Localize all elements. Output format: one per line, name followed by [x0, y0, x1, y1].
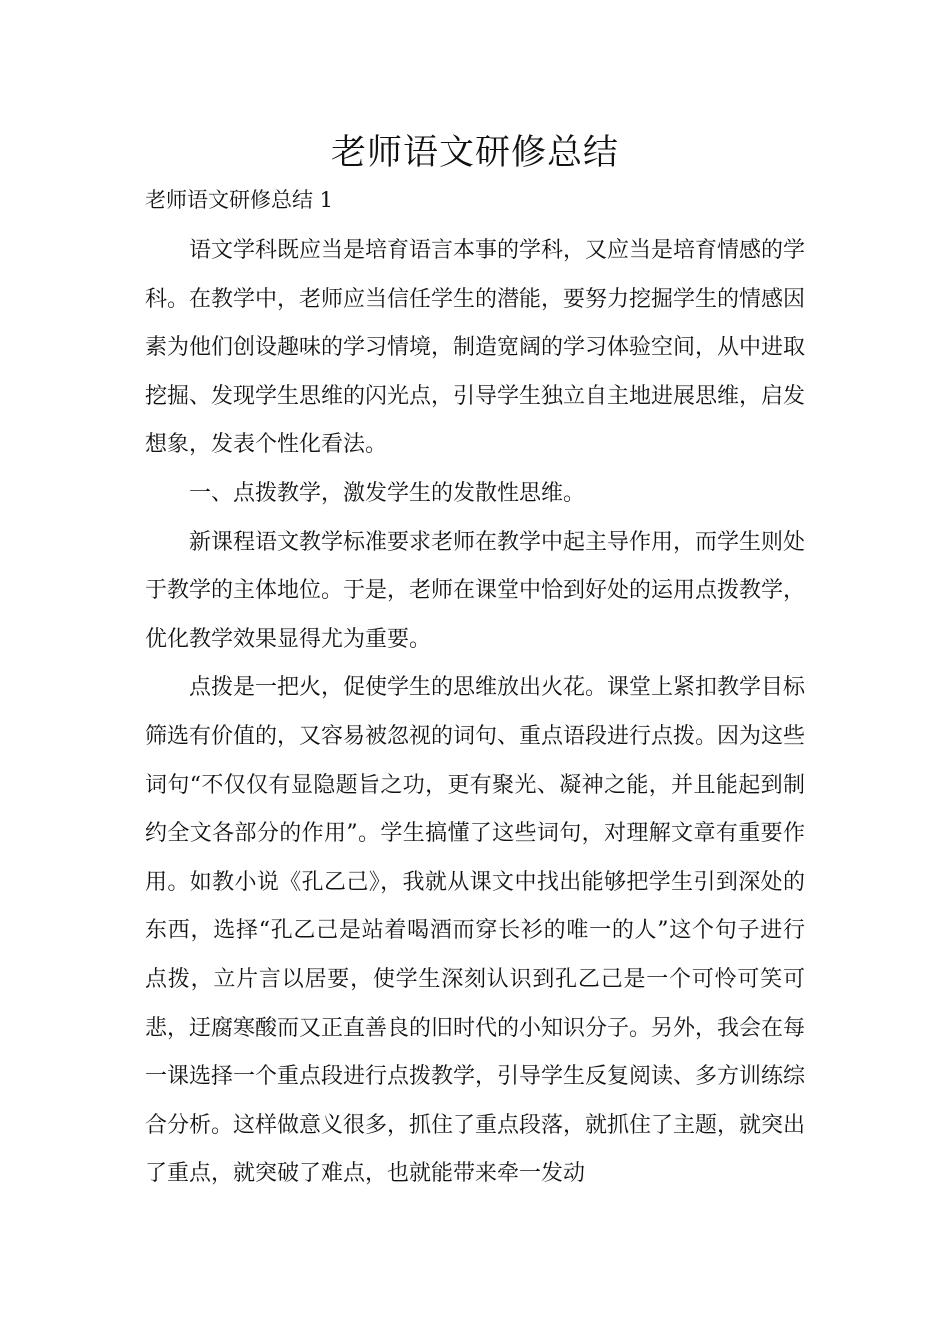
- body-paragraph-1: 语文学科既应当是培育语言本事的学科，又应当是培育情感的学科。在教学中，老师应当信任学生的潜能，要努力挖掘学生的情感因素为他们创设趣味的学习情境，制造宽阔的学习体验空间，从中进取挖掘、发现学生思维的闪光点，引导学生独立自主地进展思维，启发想象，发表个性化看法。: [145, 238, 806, 458]
- section-heading: 一、点拨教学，激发学生的发散性思维。: [189, 480, 586, 506]
- body-paragraph-3: 点拨是一把火，促使学生的思维放出火花。课堂上紧扣教学目标筛选有价值的，又容易被忽视的词句、重点语段进行点拨。因为这些词句“不仅仅有显隐题旨之功，更有聚光、凝神之能，并且能起到制约全文各部分的作用”。学生搞懂了这些词句，对理解文章有重要作用。如教小说《孔乙己》，我就从课文中找出能够把学生引到深处的东西，选择“孔乙己是站着喝酒而穿长衫的唯一的人”这个句子进行点拨，立片言以居要，使学生深刻认识到孔乙己是一个可怜可笑可悲，迂腐寒酸而又正直善良的旧时代的小知识分子。另外，我会在每一课选择一个重点段进行点拨教学，引导学生反复阅读、多方训练综合分析。这样做意义很多，抓住了重点段落，就抓住了主题，就突出了重点，就突破了难点，也就能带来牵一发动: [145, 675, 806, 1187]
- document-subtitle: 老师语文研修总结 1: [145, 188, 334, 212]
- document-title: 老师语文研修总结: [330, 133, 619, 173]
- document-body: [145, 227, 805, 1199]
- body-paragraph-2: 新课程语文教学标准要求老师在教学中起主导作用，而学生则处于教学的主体地位。于是，老师在课堂中恰到好处的运用点拨教学，优化教学效果显得尤为重要。: [145, 529, 806, 652]
